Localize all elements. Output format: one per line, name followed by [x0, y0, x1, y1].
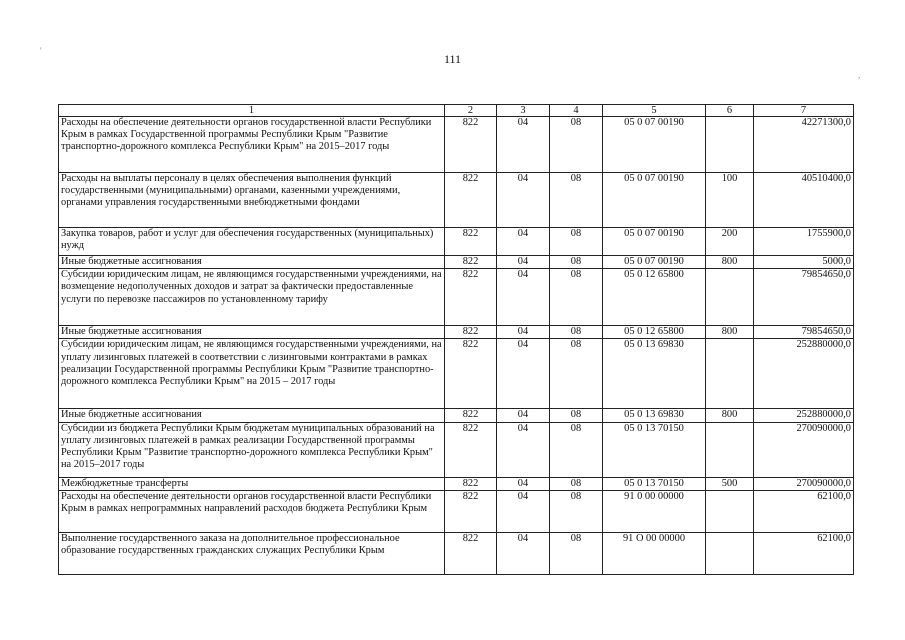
- row-description: Расходы на обеспечение деятельности органов государственной власти Республики Крым в рамках Государственной программы Республики Крым "Развитие транспортно-дорожного комплекса Республики Крым" на 2015–2017 годы: [59, 117, 445, 173]
- amount: 62100,0: [754, 490, 854, 532]
- col-header-5: 5: [603, 105, 706, 117]
- expense-type-code: 800: [706, 326, 754, 339]
- col-header-6: 6: [706, 105, 754, 117]
- amount: 40510400,0: [754, 173, 854, 228]
- header-row: [59, 105, 854, 117]
- expense-type-code: [706, 117, 754, 173]
- col-header-4: 4: [550, 105, 603, 117]
- row-description: Межбюджетные трансферты: [59, 477, 445, 490]
- ministry-code: 822: [445, 490, 497, 532]
- target-article-code: 91 0 00 00000: [603, 490, 706, 532]
- ministry-code: 822: [445, 422, 497, 477]
- ministry-code: 822: [445, 339, 497, 409]
- row-description: Выполнение государственного заказа на дополнительное профессиональное образование государственных гражданских служащих Республики Крым: [59, 532, 445, 574]
- amount: 252880000,0: [754, 339, 854, 409]
- target-article-code: 05 0 12 65800: [603, 326, 706, 339]
- subsection-code: 08: [550, 532, 603, 574]
- expense-type-code: [706, 339, 754, 409]
- target-article-code: 05 0 07 00190: [603, 256, 706, 269]
- subsection-code: 08: [550, 422, 603, 477]
- table-row: [59, 173, 854, 228]
- expense-type-code: [706, 422, 754, 477]
- section-code: 04: [497, 173, 550, 228]
- expense-type-code: 500: [706, 477, 754, 490]
- row-description: Субсидии юридическим лицам, не являющимся государственными учреждениями, на возмещение недополученных доходов и затрат за фактически предоставленные услуги по перевозке пассажиров по установленному тарифу: [59, 269, 445, 326]
- subsection-code: 08: [550, 339, 603, 409]
- amount: 42271300,0: [754, 117, 854, 173]
- expense-type-code: 100: [706, 173, 754, 228]
- col-header-3: 3: [497, 105, 550, 117]
- section-code: 04: [497, 532, 550, 574]
- subsection-code: 08: [550, 228, 603, 256]
- section-code: 04: [497, 339, 550, 409]
- target-article-code: 05 0 13 70150: [603, 422, 706, 477]
- amount: 252880000,0: [754, 409, 854, 422]
- row-description: Закупка товаров, работ и услуг для обеспечения государственных (муниципальных) нужд: [59, 228, 445, 256]
- table-row: [59, 326, 854, 339]
- target-article-code: 05 0 13 69830: [603, 409, 706, 422]
- section-code: 04: [497, 117, 550, 173]
- amount: 270090000,0: [754, 422, 854, 477]
- expense-type-code: [706, 532, 754, 574]
- page-number: 111: [443, 52, 462, 66]
- target-article-code: 05 0 07 00190: [603, 117, 706, 173]
- ministry-code: 822: [445, 228, 497, 256]
- ministry-code: 822: [445, 256, 497, 269]
- table-header: [59, 105, 854, 117]
- table-row: [59, 532, 854, 574]
- target-article-code: 05 0 07 00190: [603, 173, 706, 228]
- expense-type-code: 800: [706, 409, 754, 422]
- ministry-code: 822: [445, 326, 497, 339]
- amount: 5000,0: [754, 256, 854, 269]
- row-description: Расходы на обеспечение деятельности органов государственной власти Республики Крым в рамках непрограммных направлений расходов бюджета Республики Крым: [59, 490, 445, 532]
- budget-table: [58, 104, 854, 575]
- row-description: Иные бюджетные ассигнования: [59, 326, 445, 339]
- table-row: [59, 477, 854, 490]
- expense-type-code: [706, 490, 754, 532]
- expense-type-code: 200: [706, 228, 754, 256]
- ministry-code: 822: [445, 532, 497, 574]
- ministry-code: 822: [445, 477, 497, 490]
- corner-mark-right: ,: [858, 70, 861, 80]
- target-article-code: 05 0 07 00190: [603, 228, 706, 256]
- section-code: 04: [497, 477, 550, 490]
- table-row: [59, 409, 854, 422]
- target-article-code: 05 0 13 70150: [603, 477, 706, 490]
- section-code: 04: [497, 422, 550, 477]
- section-code: 04: [497, 326, 550, 339]
- subsection-code: 08: [550, 173, 603, 228]
- ministry-code: 822: [445, 269, 497, 326]
- table-row: [59, 422, 854, 477]
- table-body: [59, 117, 854, 575]
- subsection-code: 08: [550, 490, 603, 532]
- amount: 79854650,0: [754, 269, 854, 326]
- amount: 1755900,0: [754, 228, 854, 256]
- col-header-2: 2: [445, 105, 497, 117]
- table-row: [59, 339, 854, 409]
- table-row: [59, 256, 854, 269]
- row-description: Иные бюджетные ассигнования: [59, 256, 445, 269]
- table-row: [59, 269, 854, 326]
- corner-mark-left: ': [40, 46, 42, 56]
- target-article-code: 05 0 12 65800: [603, 269, 706, 326]
- table-row: [59, 228, 854, 256]
- section-code: 04: [497, 228, 550, 256]
- subsection-code: 08: [550, 256, 603, 269]
- subsection-code: 08: [550, 409, 603, 422]
- amount: 62100,0: [754, 532, 854, 574]
- amount: 270090000,0: [754, 477, 854, 490]
- target-article-code: 05 0 13 69830: [603, 339, 706, 409]
- row-description: Субсидии из бюджета Республики Крым бюджетам муниципальных образований на уплату лизинговых платежей в рамках реализации Государственной программы Республики Крым "Развитие транспортно-дорожного комплекса Республики Крым" на 2015–2017 годы: [59, 422, 445, 477]
- amount: 79854650,0: [754, 326, 854, 339]
- expense-type-code: [706, 269, 754, 326]
- ministry-code: 822: [445, 409, 497, 422]
- row-description: Расходы на выплаты персоналу в целях обеспечения выполнения функций государственными (муниципальными) органами, казенными учреждениями, органами управления государственными внебюджетными фондами: [59, 173, 445, 228]
- row-description: Иные бюджетные ассигнования: [59, 409, 445, 422]
- section-code: 04: [497, 490, 550, 532]
- row-description: Субсидии юридическим лицам, не являющимся государственными учреждениями, на уплату лизинговых платежей в соответствии с лизинговыми контрактами в рамках реализации Государственной программы Республики Крым "Развитие транспортно-дорожного комплекса Республики Крым" на 2015 – 2017 годы: [59, 339, 445, 409]
- col-header-1: 1: [59, 105, 445, 117]
- subsection-code: 08: [550, 269, 603, 326]
- section-code: 04: [497, 409, 550, 422]
- expense-type-code: 800: [706, 256, 754, 269]
- section-code: 04: [497, 269, 550, 326]
- subsection-code: 08: [550, 477, 603, 490]
- table-row: [59, 490, 854, 532]
- col-header-7: 7: [754, 105, 854, 117]
- subsection-code: 08: [550, 326, 603, 339]
- table-row: [59, 117, 854, 173]
- section-code: 04: [497, 256, 550, 269]
- target-article-code: 91 О 00 00000: [603, 532, 706, 574]
- subsection-code: 08: [550, 117, 603, 173]
- ministry-code: 822: [445, 173, 497, 228]
- ministry-code: 822: [445, 117, 497, 173]
